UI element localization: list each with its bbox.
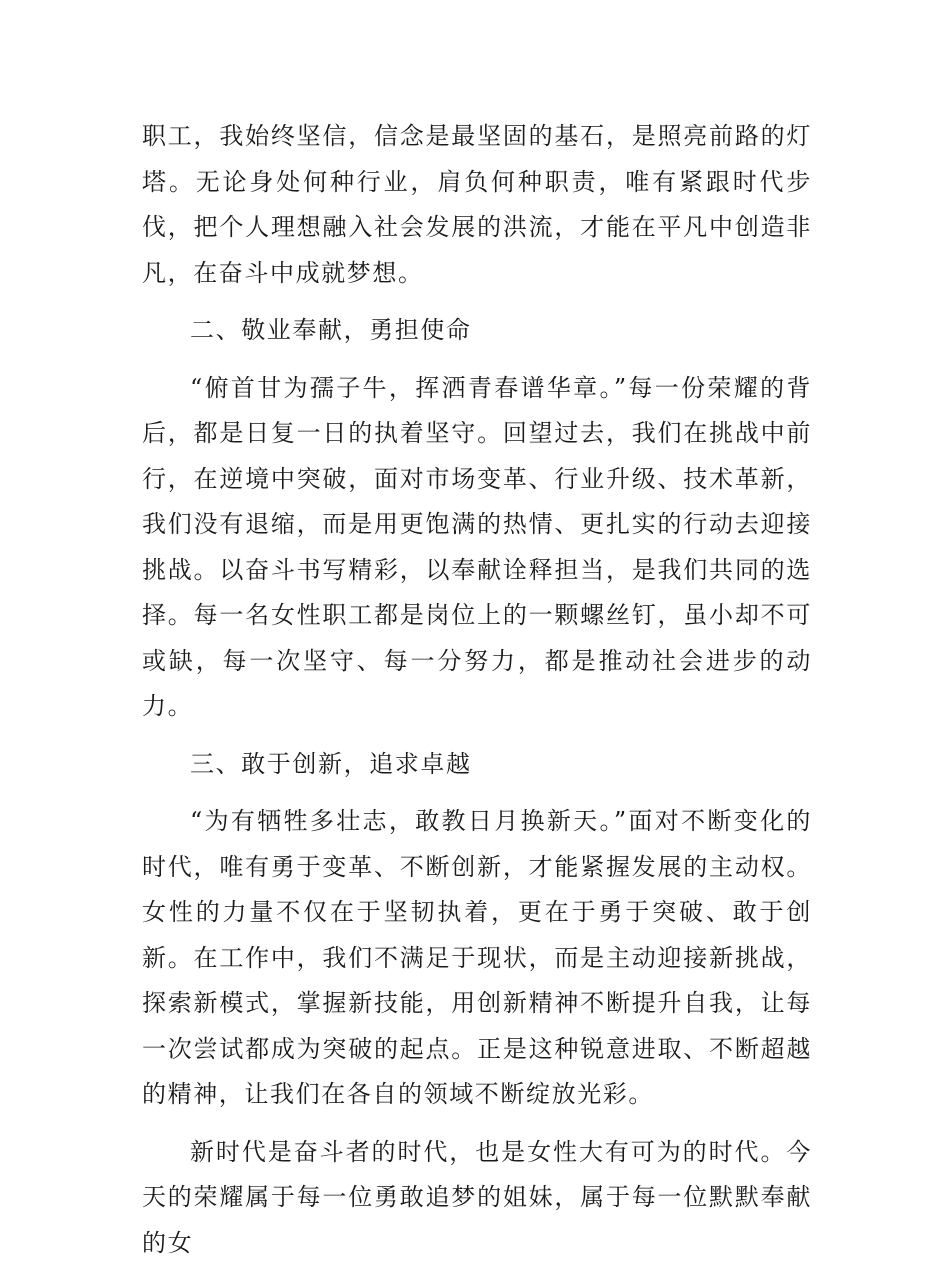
paragraph-innovation: “为有牺牲多壮志，敢教日月换新天。”面对不断变化的时代，唯有勇于变革、不断创新，才能紧握发展的主动权。女性的力量不仅在于坚韧执着，更在于勇于突破、敢于创新。在工作中，我们不满足于现状，而是主动迎接新挑战，探索新模式，掌握新技能，用创新精神不断提升自我，让每一次尝试都成为突破的起点。正是这种锐意进取、不断超越的精神，让我们在各自的领域不断绽放光彩。 [142,799,812,1118]
paragraph-new-era: 新时代是奋斗者的时代，也是女性大有可为的时代。今天的荣耀属于每一位勇敢追梦的姐妹，属于每一位默默奉献的女 [142,1130,812,1266]
paragraph-belief: 职工，我始终坚信，信念是最坚固的基石，是照亮前路的灯塔。无论身处何种行业，肩负何种职责，唯有紧跟时代步伐，把个人理想融入社会发展的洪流，才能在平凡中创造非凡，在奋斗中成就梦想。 [142,114,812,296]
document-body [142,114,812,1266]
paragraph-dedication: “俯首甘为孺子牛，挥洒青春谱华章。”每一份荣耀的背后，都是日复一日的执着坚守。回望过去，我们在挑战中前行，在逆境中突破，面对市场变革、行业升级、技术革新，我们没有退缩，而是用更饱满的热情、更扎实的行动去迎接挑战。以奋斗书写精彩，以奉献诠释担当，是我们共同的选择。每一名女性职工都是岗位上的一颗螺丝钉，虽小却不可或缺，每一次坚守、每一分努力，都是推动社会进步的动力。 [142,366,812,730]
section-heading-innovation: 三、敢于创新，追求卓越 [142,742,812,788]
section-heading-dedication: 二、敬业奉献，勇担使命 [142,308,812,354]
